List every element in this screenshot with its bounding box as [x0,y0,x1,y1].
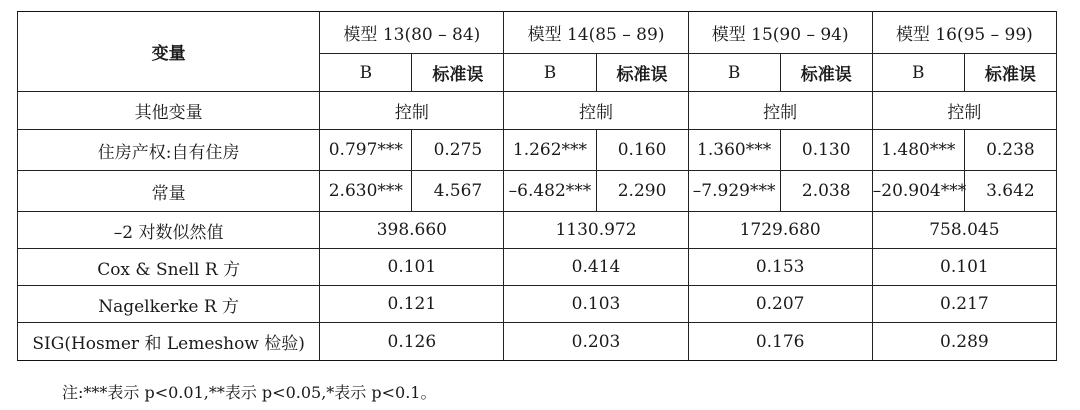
table-cell: –20.904*** [872,171,964,212]
table-cell: 0.126 [320,323,504,361]
table-cell: 1130.972 [504,212,688,249]
row-label: 常量 [18,171,320,212]
table-cell: 0.103 [504,286,688,323]
table-cell: 1.480*** [872,130,964,171]
table-cell: 控制 [688,92,872,130]
se-header: 标准误 [412,54,504,92]
table-cell: –7.929*** [688,171,780,212]
table-cell: 控制 [504,92,688,130]
row-label: Nagelkerke R 方 [18,286,320,323]
variable-header: 变量 [18,12,320,92]
table-cell: 4.567 [412,171,504,212]
b-header: B [320,54,412,92]
table-cell: 0.238 [964,130,1056,171]
table-footnote: 注:***表示 p<0.01,**表示 p<0.05,*表示 p<0.1。 [62,383,437,402]
row-label: 其他变量 [18,92,320,130]
row-label: Cox & Snell R 方 [18,249,320,286]
model-header-15: 模型 15(90 – 94) [688,12,872,54]
table-cell: 3.642 [964,171,1056,212]
row-label: –2 对数似然值 [18,212,320,249]
model-header-14: 模型 14(85 – 89) [504,12,688,54]
table-cell: 1729.680 [688,212,872,249]
table-cell: 0.101 [320,249,504,286]
table-cell: 2.630*** [320,171,412,212]
table-cell: 2.290 [596,171,688,212]
model-header-13: 模型 13(80 – 84) [320,12,504,54]
table-cell: 0.160 [596,130,688,171]
table-row-cox-snell [18,249,1057,286]
b-header: B [872,54,964,92]
se-header: 标准误 [596,54,688,92]
table-cell: 0.130 [780,130,872,171]
regression-table [17,11,1057,361]
header-row-models [18,12,1057,54]
table-cell: 0.275 [412,130,504,171]
table-cell: 1.262*** [504,130,596,171]
table-cell: 0.207 [688,286,872,323]
table-cell: 0.176 [688,323,872,361]
table-row-nagelkerke [18,286,1057,323]
table-cell: 0.101 [872,249,1056,286]
table-row-loglik [18,212,1057,249]
se-header: 标准误 [964,54,1056,92]
table-row-other-vars [18,92,1057,130]
table-cell: 0.217 [872,286,1056,323]
table-row-housing [18,130,1057,171]
table-cell: 0.289 [872,323,1056,361]
table-cell: 0.121 [320,286,504,323]
table-row-sig [18,323,1057,361]
table-cell: 0.797*** [320,130,412,171]
table-cell: 398.660 [320,212,504,249]
b-header: B [504,54,596,92]
se-header: 标准误 [780,54,872,92]
b-header: B [688,54,780,92]
table-cell: 1.360*** [688,130,780,171]
table-cell: 0.203 [504,323,688,361]
table-row-constant [18,171,1057,212]
row-label: 住房产权:自有住房 [18,130,320,171]
table-cell: 758.045 [872,212,1056,249]
table-cell: 控制 [320,92,504,130]
table-cell: 2.038 [780,171,872,212]
table-cell: –6.482*** [504,171,596,212]
table-cell: 0.153 [688,249,872,286]
table-cell: 0.414 [504,249,688,286]
table-cell: 控制 [872,92,1056,130]
model-header-16: 模型 16(95 – 99) [872,12,1056,54]
row-label: SIG(Hosmer 和 Lemeshow 检验) [18,323,320,361]
